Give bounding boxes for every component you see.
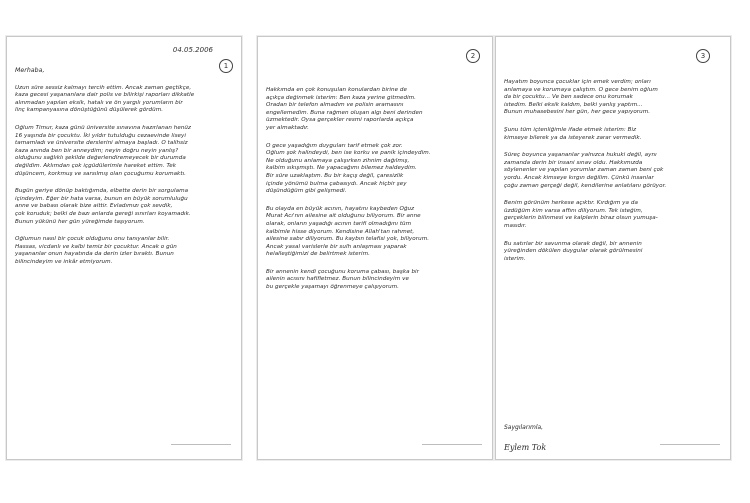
- page-body: [266, 87, 486, 302]
- greeting: Merhaba,: [15, 67, 45, 74]
- paragraph: Hakkımda en çok konuşulan konulardan birine de açıkça değinmek isterim: Ben kaza yerine gitmedim. Oradan bir telefon almadım ve polisin aramasını engellemedim. Buna rağmen oluşan algı beni derinden üzmektedir. Oysa gerçekler resmi raporlarda açıkça yer almaktadır.: [266, 87, 423, 131]
- paragraph: Uzun süre sessiz kalmayı tercih ettim. Ancak zaman geçtikçe, kaza gecesi yaşananlara dair polis ve bilirkişi raporları dikkatle alınmadan yapılan eksik, hatalı ve ön yargılı yorumların bir linç kampanyasına dönüştüğünü düşülerek gördüm.: [15, 84, 195, 114]
- paragraph: O gece yaşadığım duyguları tarif etmek çok zor. Oğlum şok halindeydi, ben ise korku ve panik içindeydim. Ne olduğunu anlamaya çalışırken zihnim dağılmış, kalbim sıkışmıştı. Ne yapacağımı bilemez haldeydim. Bir süre uzaklaştım. Bu bir kaçış değil, çaresizlik içinde yönümü bulma çabasıydı. Ancak hiçbir şey düşündüğüm gibi gelişmedi.: [266, 142, 431, 195]
- paragraph: Bugün geriye dönüp baktığımda, elbette derin bir sorgulama içindeyim. Eğer bir hata varsa, bunun en büyük sorumluluğu anne ve babası olarak bize aittir. Evladımızı çok sevdik, çok koruduk; belki de bazı anlarda gereği sınırları koyamadık. Bunun yükünü her gün yüreğimde taşıyorum.: [15, 188, 191, 225]
- paragraph: Bir annenin kendi çocuğunu koruma çabası, başka bir ailenin acısını hafifletmez. Bunun bilincindeyim ve bu gerçekle yaşamayı öğrenmeye çalışıyorum.: [266, 268, 420, 291]
- paragraph: Şunu tüm içtenliğimle ifade etmek isterim: Biz kimseye bilerek ya da isteyerek zarar vermedik.: [504, 126, 642, 141]
- paragraph: Hayatım boyunca çocuklar için emek verdim; onları anlamaya ve korumaya çalıştım. O gece benim oğlum da bir çocuktu... Ve ben sadece onu korumak istedim. Belki eksik kaldım, belki yanlış yaptım... Bunun muhasebesini her gün, her gece yapıyorum.: [504, 79, 658, 116]
- page-number: 3: [696, 49, 710, 63]
- page-number: 1: [219, 59, 233, 73]
- paragraph: Süreç boyunca yaşananlar yalnızca hukuki değil, aynı zamanda derin bir insani sınav oldu. Hakkımızda söylenenler ve yapılan yorumlar zaman zaman beni çok yordu. Ancak kimseye kırgın değilim. Çünkü insanlar çoğu zaman gerçeği değil, kendilerine anlatılanı görüyor.: [504, 152, 667, 189]
- paragraph: Bu olayda en büyük acının, hayatını kaybeden Oğuz Murat Acı'nın ailesine ait olduğunu biliyorum. Bir anne olarak, onların yaşadığı acının tarifi olmadığını tüm kalbimle hisse diyorum. Kendisine Allah'tan rahmet, ailesine sabır diliyorum. Bu kaybın telafisi yok, biliyorum. Ancak yasal varislerle bir sulh anlaşması yaparak helalleştiğimizi de belirtmek isterim.: [266, 205, 430, 258]
- page-number: 2: [466, 49, 480, 63]
- closing: Saygılarımla,: [504, 424, 544, 431]
- letter-page-3: [495, 36, 731, 460]
- footer-divider: [660, 444, 720, 445]
- letter-page-1: [6, 36, 242, 460]
- page-body: [504, 79, 724, 273]
- footer-divider: [422, 444, 482, 445]
- signature: Eylem Tok: [504, 443, 547, 452]
- paragraph: Benim görünüm herkese açıktır. Kırdığım ya da üzdüğüm kim varsa affını diliyorum. Tek isteğim, gerçeklerin bilinmesi ve kalplerin biraz olsun yumuşa- masıdır.: [504, 200, 658, 229]
- paragraph: Bu satırlar bir savunma olarak değil, bir annenin yüreğinden dökülen duygular olarak görülmesini isterim.: [504, 240, 643, 262]
- letter-page-2: [257, 36, 493, 460]
- letter-date: 04.05.2006: [172, 46, 213, 54]
- footer-divider: [171, 444, 231, 445]
- paragraph: Oğlumun nasıl bir çocuk olduğunu onu tanıyanlar bilir. Hassas, vicdanlı ve kalbi temiz bir çocuktur. Ancak o gün yaşananlar onun hayatında da derin izler bıraktı. Bunun bilincindeyim ve inkâr etmiyorum.: [15, 236, 177, 265]
- page-body: [15, 67, 235, 276]
- closing-block: [504, 424, 546, 452]
- paragraph: Oğlum Timur, kaza günü üniversite sınavına hazırlanan henüz 16 yaşında bir çocuktu. İki yıldır tutulduğu cezaevinde liseyi tamamladı ve üniversite derslerini almaya başladı. O talihsiz kaza anında ben bir anneydim; neyin doğru neyin yanlış? olduğunu sağlıklı şekilde değerlendiremeyecek bir durumda değildim. Aklımdan çok içgüdülerimle hareket ettim. Tek düşüncem, korkmuş ve sarsılmış olan çocuğumu korumaktı.: [15, 124, 191, 177]
